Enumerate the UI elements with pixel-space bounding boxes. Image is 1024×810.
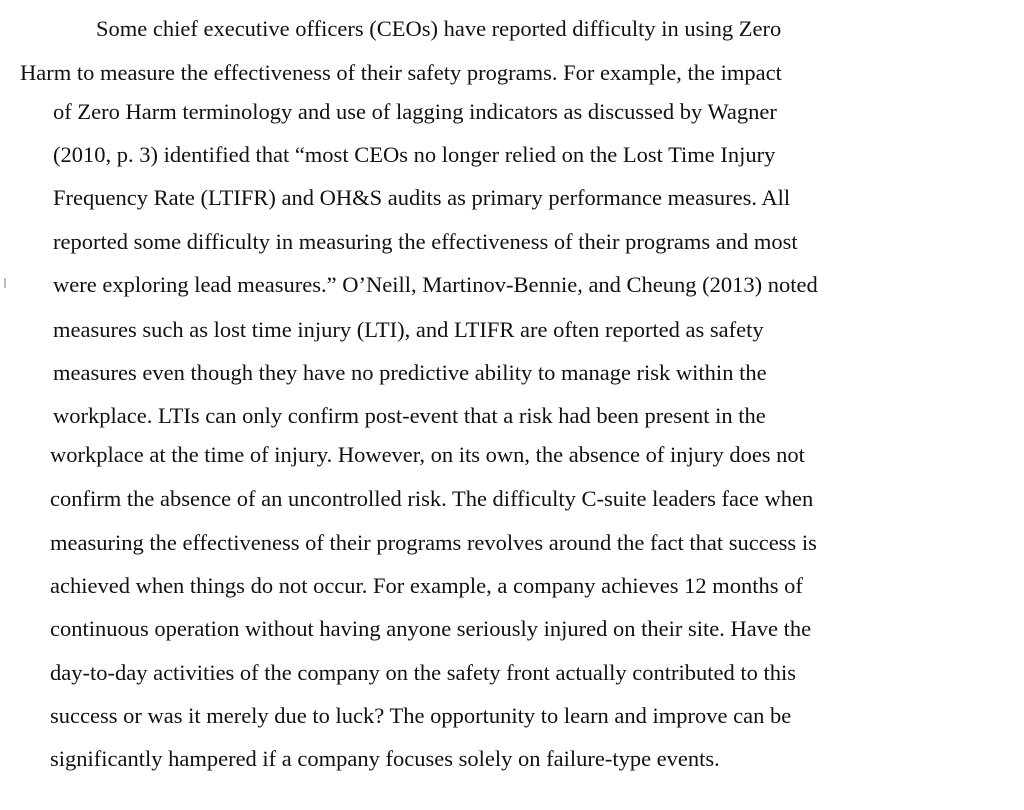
text-line-18: significantly hampered if a company focuses solely on failure-type events. <box>50 746 720 771</box>
text-line-9: measures even though they have no predictive ability to manage risk within the <box>53 360 767 385</box>
margin-mark <box>4 278 6 288</box>
text-line-14: achieved when things do not occur. For example, a company achieves 12 months of <box>50 573 803 598</box>
text-line-11: workplace at the time of injury. However, on its own, the absence of injury does not <box>50 442 805 467</box>
text-line-1: Some chief executive officers (CEOs) have reported difficulty in using Zero <box>96 16 782 41</box>
text-line-5: Frequency Rate (LTIFR) and OH&S audits as primary performance measures. All <box>53 185 791 210</box>
text-line-6: reported some difficulty in measuring the effectiveness of their programs and most <box>53 229 798 254</box>
text-line-10: workplace. LTIs can only confirm post-event that a risk had been present in the <box>53 403 766 428</box>
text-line-16: day-to-day activities of the company on the safety front actually contributed to this <box>50 660 797 685</box>
text-line-15: continuous operation without having anyone seriously injured on their site. Have the <box>50 616 812 641</box>
text-line-8: measures such as lost time injury (LTI), and LTIFR are often reported as safety <box>53 317 764 342</box>
text-line-13: measuring the effectiveness of their programs revolves around the fact that success is <box>50 530 817 555</box>
text-line-7: were exploring lead measures.” O’Neill, Martinov-Bennie, and Cheung (2013) noted <box>53 272 818 297</box>
text-line-12: confirm the absence of an uncontrolled risk. The difficulty C-suite leaders face when <box>50 486 814 511</box>
text-line-2: Harm to measure the effectiveness of their safety programs. For example, the impact <box>20 60 782 85</box>
text-line-3: of Zero Harm terminology and use of lagging indicators as discussed by Wagner <box>53 99 777 124</box>
text-line-17: success or was it merely due to luck? The opportunity to learn and improve can be <box>50 703 792 728</box>
text-line-4: (2010, p. 3) identified that “most CEOs no longer relied on the Lost Time Injury <box>53 142 776 167</box>
